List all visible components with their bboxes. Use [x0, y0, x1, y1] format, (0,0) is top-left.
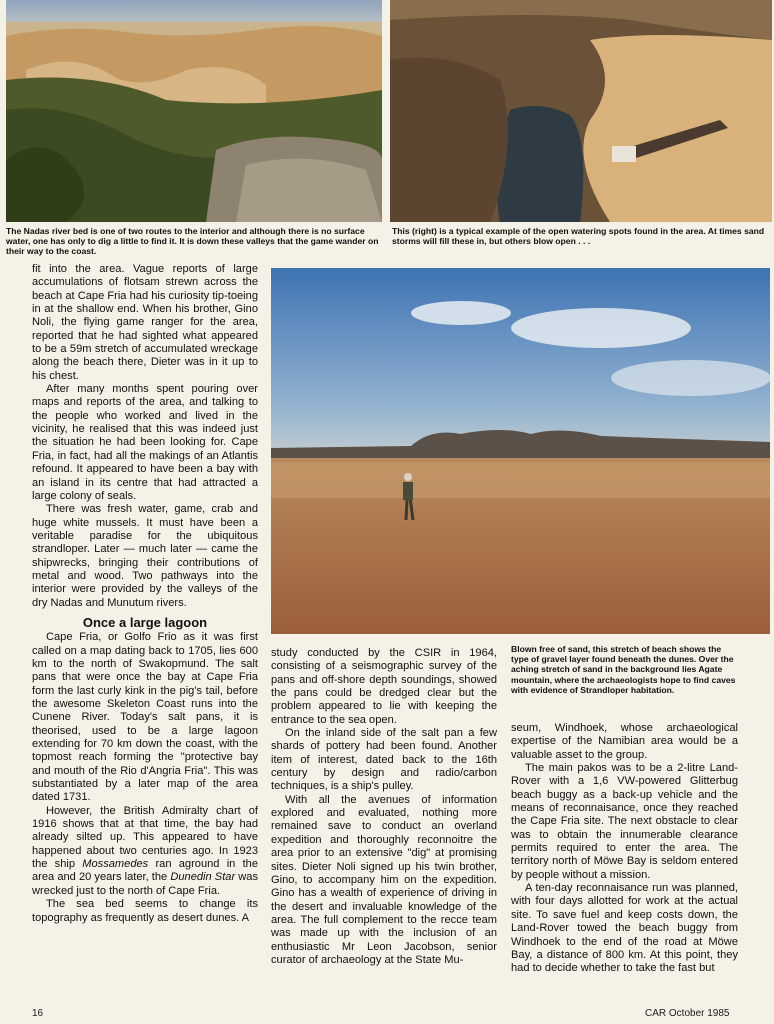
col3-paragraph-3: A ten-day reconnaisance run was planned, with four days allotted for work at the actual site. To save fuel and keep costs down, the Land-Rover towed the beach buggy from Windhoek to the end of the road at Möwe Bay, a distance of 800 km. At this point, they had to decide whether to take the fast but — [511, 882, 738, 975]
column-3 — [511, 722, 738, 976]
issue-footer: CAR October 1985 — [645, 1008, 730, 1019]
col1-paragraph-3: There was fresh water, game, crab and huge white mussels. It must have been a veritable paradise for the ubiquitous strandloper. Later — much later — came the shipwrecks, bringing their contributions of metal and wood. Two pathways into the interior were provided by the valleys of the dry Nadas and Munutum rivers. — [32, 503, 258, 609]
nadas-caption: The Nadas river bed is one of two routes to the interior and although there is no surface water, one has only to dig a little to find it. It is down these valleys that the game wander on their way to the coast. — [6, 226, 379, 257]
p5-text-b: ran aground in the area and 20 years later, the — [32, 858, 258, 884]
waterhole-caption: This (right) is a typical example of the open watering spots found in the area. At times sand storms will fill these in, but others blow open . . . — [392, 226, 765, 247]
ship-name-dunedin-star: Dunedin Star — [170, 871, 236, 884]
section-heading: Once a large lagoon — [82, 614, 208, 630]
col2-paragraph-1: study conducted by the CSIR in 1964, consisting of a seismographic survey of the pans and off-shore depth soundings, showed the pans could be dredged clear but the problem appeared to lie with keeping the entrance to the sea open. — [271, 647, 497, 726]
ship-name-mossamedes: Mossamedes — [82, 858, 149, 871]
column-1 — [32, 263, 258, 925]
col1-paragraph-5 — [32, 805, 258, 898]
waterhole-image — [390, 0, 772, 222]
gravel-beach-image — [271, 268, 770, 634]
col2-paragraph-2: On the inland side of the salt pan a few shards of pottery had been found. Another item of interest, dated back to the 16th century by design and radio/carbon techniques, is a ship's pulley. — [271, 727, 497, 793]
gravel-caption: Blown free of sand, this stretch of beach shows the type of gravel layer found beneath the dunes. Over the aching stretch of sand in the background lies Agate mountain, where the archaeologists hope to find caves with evidence of Strandloper habitation. — [511, 644, 736, 695]
col3-paragraph-2: The main pakos was to be a 2-litre Land-Rover with a 1,6 VW-powered Glitterbug beach buggy as a back-up vehicle and the means of reconnaisance, once they reached the Cape Fria site. The next obstacle to clear was to obtain the innumerable clearance permits required to enter the area. The territory north of Möwe Bay is seldom entered by people without a mission. — [511, 762, 738, 881]
column-2 — [271, 647, 497, 967]
p5-text-c: was wrecked just to the north of Cape Fria. — [32, 871, 258, 897]
nadas-river-image — [6, 0, 382, 222]
col1-paragraph-4: Cape Fria, or Golfo Frio as it was first called on a map dating back to 1705, lies 600 km to the north of Swakopmund. The salt pans that were once the bay at Cape Fria form the last curly kink in the pig's tail, before the awesome Skeleton Coast runs into the Cunene River. Today's salt pans, it is theorised, used to be a large lagoon extending for 70 km down the coast, with the topmost reach forming the "protective bay and mouth of the Rio d'Angria Fria". This was substantiated by a later map of the area dated 1731. — [32, 631, 258, 804]
col1-paragraph-2: After many months spent pouring over maps and reports of the area, and talking to the people who worked and lived in the vicinity, he realised that this was indeed just the situation he had been looking for. Cape Fria, in fact, had all the makings of an Atlantis refound. It appeared to have been a bay with an island in its centre that had attracted a large colony of seals. — [32, 383, 258, 502]
page-number: 16 — [32, 1008, 44, 1019]
col2-paragraph-3: With all the avenues of information explored and evaluated, nothing more remained save to conduct an overland expedition and thoroughly reconnoitre the area prior to an extensive "dig" at promising sites. Dieter Noli signed up his twin brother, Gino, to accompany him on the expedition. Gino has a wealth of experience of driving in the desert and invaluable knowledge of the area. The full complement to the recce team was made up with the inclusion of an enthusiastic Mr Leon Jacobson, senior curator of archaeology at the State Mu- — [271, 793, 497, 966]
col3-paragraph-1: seum, Windhoek, whose archaeological expertise of the Namibian area would be a valuable asset to the group. — [511, 722, 738, 761]
waterhole-photo — [390, 0, 772, 222]
col1-paragraph-6: The sea bed seems to change its topography as frequently as desert dunes. A — [32, 898, 258, 924]
nadas-river-photo — [6, 0, 382, 222]
gravel-beach-photo — [271, 268, 770, 634]
col1-paragraph-1: fit into the area. Vague reports of large accumulations of flotsam strewn across the beach at Cape Fria had his curiosity tip-toeing in at the shallow end. When his brother, Gino Noli, the flying game ranger for the area, reported that he had sighted what appeared to be a 59m stretch of accumulated wreckage along the beach there, Dieter was in it up to his chest. — [32, 263, 258, 382]
p5-text-a: However, the British Admiralty chart of 1916 shows that at that time, the bay had already silted up. This appeared to have happened about two centuries ago. In 1923 the ship — [32, 804, 258, 871]
